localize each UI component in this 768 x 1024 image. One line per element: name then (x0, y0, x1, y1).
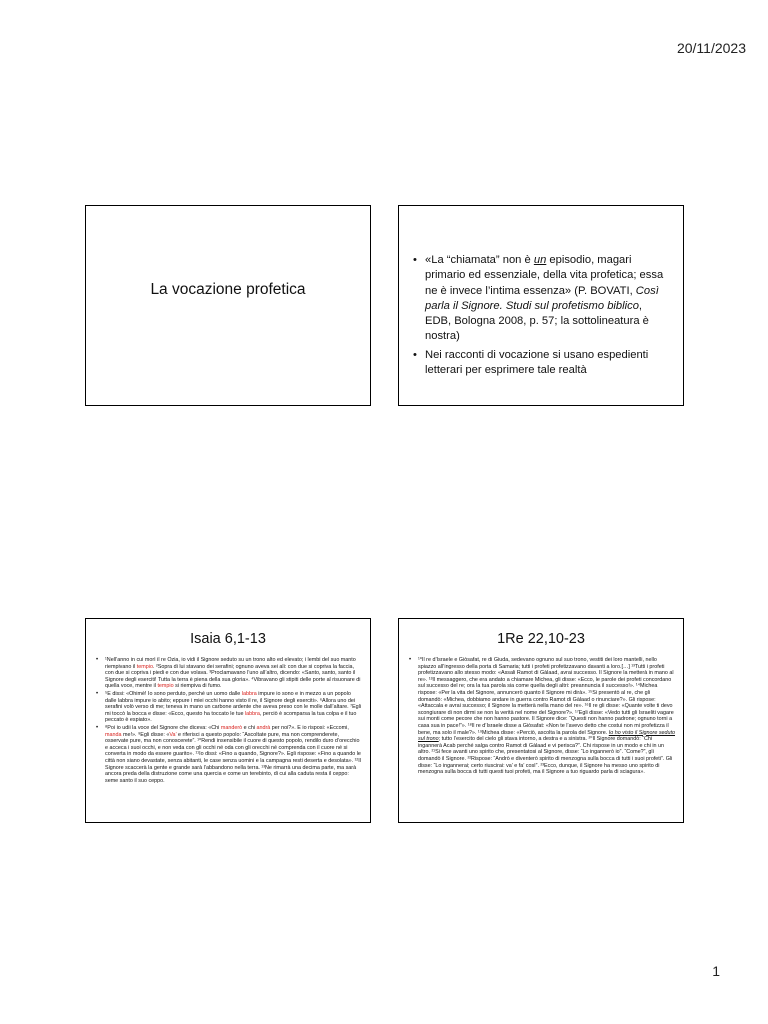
book-title: Così parla il Signore. Studi sul profetismo biblico (425, 284, 659, 312)
highlight-word: manderò (220, 724, 243, 731)
bullet-item (408, 657, 675, 776)
verse-text: per noi?». E io risposi: «Eccomi, (270, 724, 349, 731)
highlight-word: tempio (136, 663, 153, 670)
verse-text: ; tutto l’esercito del cielo gli stava intorno, a destra e a sinistra. ²⁰Il Signore domandò: “Chi ingannerà Acab perché salga contro Ramot di Gàlaad e vi perisca?”. Chi rispose in un modo e chi in un altro. ²¹Si fece avanti uno spirito che, presentatosi al Signore, disse: “Lo ingannerò io”. “Come?”, gli domandò il Signore. ²²Rispose: “Andrò e diventerò spirito di menzogna sulla bocca di tutti i suoi profeti”. Gli disse: “Lo ingannerai; certo riuscirai: va’ e fa’ così”. ²³Ecco, dunque, il Signore ha messo uno spirito di menzogna sulla bocca di tutti questi tuoi profeti, ma il Signore a tuo riguardo parla di sciagura». (418, 736, 673, 776)
print-date: 20/11/2023 (676, 40, 746, 56)
verse-text: ¹⁰Il re d’Israele e Giòsafat, re di Giuda, sedevano ognuno sul suo trono, vestiti dei loro mantelli, nello spiazzo all’ingresso della porta di Samaria; tutti i profeti profetizzavano davanti a loro.[…] ¹³Tutti i profeti profetizzavano allo stesso modo: «Assali Ramot di Gàlaad, avrai successo. Il Signore la metterà in mano al re». ¹³Il messaggero, che era andato a chiamare Michea, gli disse: «Ecco, le parole dei profeti concordano sul successo del re; ora la tua parola sia come quella degli altri: preannuncia il successo!». ¹⁴Michea rispose: «Per la vita del Signore, annuncerò quanto il Signore mi dirà». ¹⁵Si presentò al re, che gli domandò: «Michea, dobbiamo andare in guerra contro Ramot di Gàlaad o rinunciare?». Gli rispose: «Attaccala e avrai successo; il Signore la metterà nella mano del re». ¹⁶Il re gli disse: «Quante volte ti devo scongiurare di non dirmi se non la verità nel nome del Signore?». ¹⁷Egli disse: «Vedo tutti gli Israeliti vagare sui monti come pecore che non hanno pastore. Il Signore dice: “Questi non hanno padrone; ognuno torni a casa sua in pace!”». ¹⁸Il re d’Israele disse a Giòsafat: «Non te l’avevo detto che costui non mi profetizza il bene, ma solo il male?». ¹⁹Michea disse: «Perciò, ascolta la parola del Signore. (418, 657, 674, 736)
bullet-item (95, 657, 362, 690)
bullet-item-expedients (413, 348, 671, 379)
slide-isaia (85, 618, 371, 823)
verse-text: si riempiva di fumo. (173, 683, 222, 690)
page-number: 1 (712, 963, 720, 979)
slide-title: La vocazione profetica (150, 281, 306, 298)
verse-text: me!». ⁹Egli disse: « (121, 731, 170, 738)
verse-text: . ²Sopra di lui stavano dei serafini; ognuno aveva sei ali: con due si copriva la faccia, con due si copriva i piedi e con due volava. ³Proclamavano l’uno all’altro, dicendo: «Santo, santo, santo il Signore degli eserciti! Tutta la terra è piena della sua gloria». ⁴Vibravano gli stipiti delle porte al risuonare di quella voce, mentre il (105, 663, 361, 690)
quote-text: episodio, magari primario ed essenziale, della vita profetica; essa ne è invece l’intima essenza» (P. BOVATI, (425, 254, 664, 297)
highlight-word: Va’ (169, 731, 177, 738)
verse-text: , perciò è scomparsa la tua colpa e il tuo peccato è espiato». (105, 710, 357, 724)
verse-text: ¹Nell’anno in cui morì il re Ozia, io vidi il Signore seduto su un trono alto ed elevato; i lembi del suo manto riempivano il (105, 657, 356, 670)
slide-bovati-quote (398, 205, 684, 406)
slide-1re (398, 618, 684, 823)
highlight-word: tempio (157, 683, 174, 690)
quote-emphasis: un (533, 254, 547, 266)
highlight-word: labbra (244, 710, 260, 717)
verse-text: e chi (242, 724, 257, 731)
verse-text: ⁸Poi io udii la voce del Signore che diceva: «Chi (105, 724, 221, 731)
highlight-word: manda (105, 731, 122, 738)
verse-text: impure io sono e in mezzo a un popolo dalle labbra impure io abito; eppure i miei occhi hanno visto il re, il Signore degli eserciti». ⁶Allora uno dei serafini volò verso di me; teneva in mano un carbone ardente che aveva preso con le molle dall’altare. ⁷Egli mi toccò la bocca e disse: «Ecco, questo ha toccato le tue (105, 690, 362, 717)
bullet-item (95, 691, 362, 724)
bullet-item (95, 725, 362, 784)
verse-text: ⁵E dissi: «Ohimè! Io sono perduto, perché un uomo dalle (105, 690, 242, 697)
verse-text: e riferisci a questo popolo: “Ascoltate pure, ma non comprenderete, osservate pure, ma non conoscerete”. ¹⁰Rendi insensibile il cuore di questo popolo, rendilo duro d’orecchio e acceca i suoi occhi, e non veda con gli occhi né oda con gli orecchi né comprenda con il cuore né si converta in modo da essere guarito». ¹¹Io dissi: «Fino a quando, Signore?». Egli rispose: «Fino a quando le città non siano devastate, senza abitanti, le case senza uomini e la campagna resti deserta e desolata». ¹²Il Signore scaccerà la gente e grande sarà l’abbandono nella terra. ¹³Ne rimarrà una decima parte, ma sarà ancora preda della distruzione come una quercia e come un terebinto, di cui alla caduta resta il ceppo: seme santo il suo ceppo. (105, 731, 361, 784)
italic-emphasis: Io ho visto il Signore seduto sul trono (418, 729, 676, 743)
bullet-list (408, 657, 675, 777)
slide-title: 1Re 22,10-23 (497, 631, 585, 647)
bullet-list (413, 253, 671, 381)
slide-title-vocazione (85, 205, 371, 406)
highlight-word: labbra (241, 690, 257, 697)
highlight-word: andrà (256, 724, 271, 731)
bullet-list (95, 657, 362, 785)
bullet-text: Nei racconti di vocazione si usano espedienti letterari per esprimere tale realtà (425, 348, 649, 377)
slide-title: Isaia 6,1-13 (190, 631, 266, 647)
quote-text: «La “chiamata” non è (425, 254, 534, 266)
bullet-item-quote (413, 253, 671, 345)
quote-citation: , EDB, Bologna 2008, p. 57; la sottolineatura è nostra) (425, 299, 649, 343)
